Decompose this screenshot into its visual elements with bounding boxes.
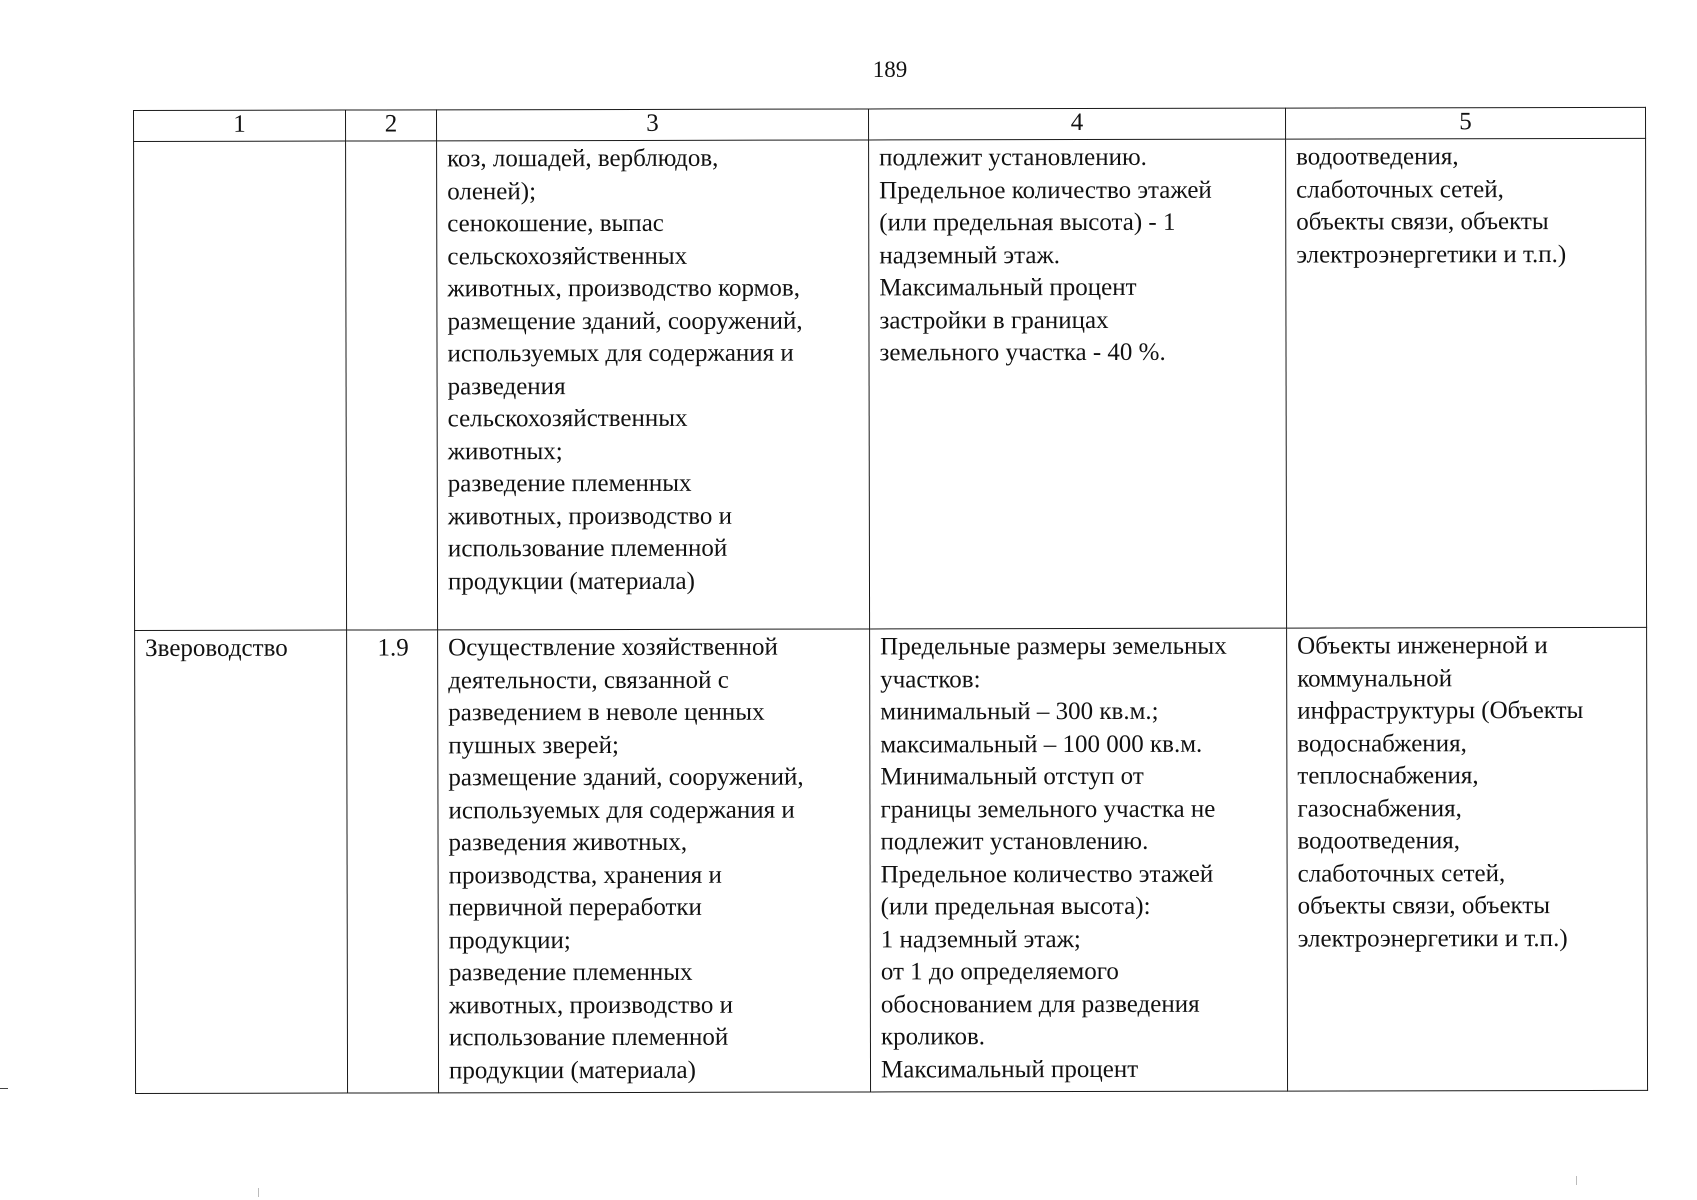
use-name-text: Звероводство xyxy=(145,634,288,662)
use-description-text: Осуществление хозяйственной деятельности, связанной с разведением в неволе ценных пушных зверей; размещение зданий, сооружений, используемых для содержания и разведения животных, производства, хранения и первичной переработки продукции; разведение племенных животных, производство и использование племенной продукции (материала) xyxy=(448,633,804,1084)
cell-use-code xyxy=(346,141,438,630)
use-description-text: коз, лошадей, верблюдов, оленей); сенокошение, выпас сельскохозяйственных животных, производство кормов, размещение зданий, сооружений, используемых для содержания и разведения сельскохозяйственных животных; разведение племенных животных, производство и использование племенной продукции (материала) xyxy=(447,144,803,595)
cell-use-description xyxy=(438,629,871,1093)
scan-speck xyxy=(1576,1176,1577,1185)
infrastructure-text: водоотведения, слаботочных сетей, объекты связи, объекты электроэнергетики и т.п.) xyxy=(1296,143,1567,269)
cell-parameters xyxy=(870,628,1288,1092)
cell-infrastructure xyxy=(1286,138,1647,628)
table-row xyxy=(135,627,1648,1093)
table-row xyxy=(134,138,1647,630)
scan-speck xyxy=(258,1188,259,1197)
use-code-text: 1.9 xyxy=(377,634,409,662)
table-header-row xyxy=(134,107,1646,141)
header-col-2: 2 xyxy=(346,110,437,141)
parameters-text: подлежит установлению. Предельное количество этажей (или предельная высота) - 1 надземный этаж. Максимальный процент застройки в границах земельного участка - 40 %. xyxy=(879,143,1212,367)
header-col-4: 4 xyxy=(868,108,1285,140)
cell-use-code xyxy=(347,630,439,1093)
header-col-1: 1 xyxy=(134,110,346,141)
cell-use-description xyxy=(437,140,870,630)
land-use-table xyxy=(133,107,1648,1094)
header-col-3: 3 xyxy=(437,109,869,141)
infrastructure-text: Объекты инженерной и коммунальной инфраструктуры (Объекты водоснабжения, теплоснабжения, газоснабжения, водоотведения, слаботочных сетей, объекты связи, объекты электроэнергетики и т.п.) xyxy=(1297,632,1584,953)
scan-margin-mark xyxy=(0,1088,8,1089)
header-col-5: 5 xyxy=(1285,107,1645,139)
page-number: 189 xyxy=(872,57,908,82)
cell-infrastructure xyxy=(1287,627,1648,1091)
cell-parameters xyxy=(869,139,1287,629)
cell-use-name xyxy=(134,141,347,630)
cell-use-name xyxy=(135,630,348,1093)
parameters-text: Предельные размеры земельных участков: минимальный – 300 кв.м.; максимальный – 100 000 кв.м. Минимальный отступ от границы земельного участка не подлежит установлению. Предельное количество этажей (или предельная высота): 1 надземный этаж; от 1 до определяемого обоснованием для разведения кроликов. Максимальный процент xyxy=(880,632,1227,1083)
